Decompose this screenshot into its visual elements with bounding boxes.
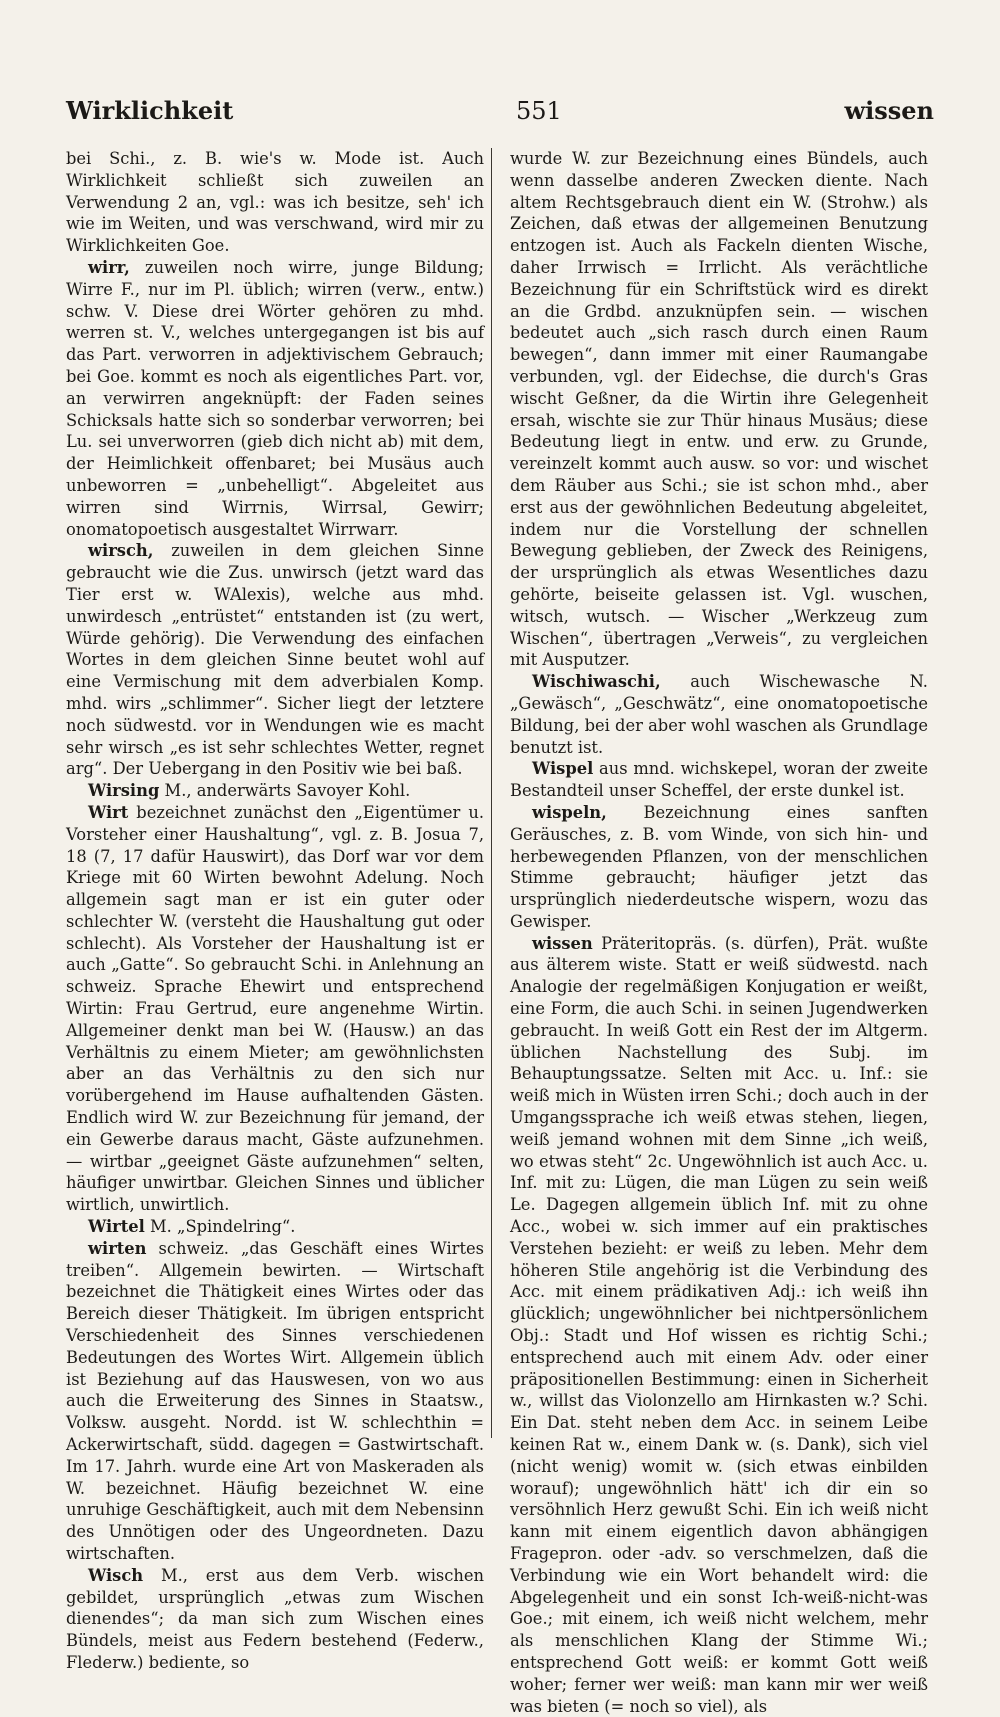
entry-text: bei Schi., z. B. wie's w. Mode ist. Auch Wirklichkeit schließt sich zuweilen an Verwendung 2 an, vgl.: was ich besitze, seh' ich wie im Weiten, und was verschwand, wird mir zu Wirklichkeiten Goe. xyxy=(66,149,484,256)
left-column xyxy=(66,148,484,1674)
entry-headword: Wirtel xyxy=(88,1217,145,1237)
running-head-right-catchword: wissen xyxy=(844,96,934,125)
right-column xyxy=(510,148,928,1717)
entry-paragraph xyxy=(510,671,928,758)
entry-text: zuweilen noch wirre, junge Bildung; Wirre F., nur im Pl. üblich; wirren (verw., entw.) schw. V. Diese drei Wörter gehören zu mhd. werren st. V., welches untergegangen ist bis auf das Part. verworren in adjektivischem Gebrauch; bei Goe. kommt es noch als eigentliches Part. vor, an verwirren angeknüpft: der Faden seines Schicksals hatte sich so sonderbar verworren; bei Lu. sei unverworren (gieb dich nicht ab) mit dem, der Heimlichkeit offenbaret; bei Musäus auch unbeworren = „unbehelligt“. Abgeleitet aus wirren sind Wirrnis, Wirrsal, Gewirr; onomatopoetisch ausgestaltet Wirrwarr. xyxy=(66,257,484,539)
entry-text: M., anderwärts Savoyer Kohl. xyxy=(159,781,411,801)
running-head xyxy=(66,96,934,130)
entry-text: Bezeichnung eines sanften Geräusches, z. B. vom Winde, von sich hin- und herbewegenden Pflanzen, von der menschlichen Stimme gebraucht; häufiger jetzt das ursprünglich niederdeutsche wispern, wozu das Gewisper. xyxy=(510,802,928,931)
entry-headword: wirsch, xyxy=(88,541,154,561)
entry-paragraph xyxy=(510,802,928,933)
entry-headword: Wisch xyxy=(88,1565,144,1585)
entry-paragraph xyxy=(66,1216,484,1238)
entry-text: wurde W. zur Bezeichnung eines Bündels, auch wenn dasselbe anderen Zwecken diente. Nach altem Rechtsgebrauch dient ein W. (Strohw.) als Zeichen, daß etwas der allgemeinen Benutzung entzogen ist. Auch als Fackeln dienten Wische, daher Irrwisch = Irrlicht. Als verächtliche Bezeichnung für ein Schriftstück wird es direkt an die Grdbd. anzuknüpfen sein. — wischen bedeutet auch „sich rasch durch einen Raum bewegen“, dann immer mit einer Raumangabe verbunden, vgl. der Eidechse, die durch's Gras wischt Geßner, da die Wirtin ihre Gelegenheit ersah, wischte sie zur Thür hinaus Musäus; diese Bedeutung liegt in entw. und erw. zu Grunde, vereinzelt kommt auch ausw. so vor: und wischet dem Räuber aus Schi.; sie ist schon mhd., aber erst aus der gewöhnlichen Bedeutung abgeleitet, indem nur die Vorstellung der schnellen Bewegung geblieben, der Zweck des Reinigens, der ursprünglich als etwas Wesentliches dazu gehörte, beiseite gelassen ist. Vgl. wuschen, witsch, wutsch. — Wischer „Werkzeug zum Wischen“, übertragen „Verweis“, zu vergleichen mit Ausputzer. xyxy=(510,149,928,670)
column-divider xyxy=(491,148,492,1438)
entry-paragraph xyxy=(510,933,928,1717)
entry-text: aus mnd. wichskepel, woran der zweite Bestandteil unser Scheffel, der erste dunkel ist. xyxy=(510,759,928,801)
entry-headword: Wischiwaschi, xyxy=(532,672,661,692)
running-head-left-catchword: Wirklichkeit xyxy=(66,96,234,125)
entry-text: zuweilen in dem gleichen Sinne gebraucht wie die Zus. unwirsch (jetzt ward das Tier erst w. WAlexis), welche aus mhd. unwirdesch „entrüstet“ entstanden ist (zu wert, Würde gehörig). Die Verwendung des einfachen Wortes in dem gleichen Sinne beutet wohl auf eine Vermischung mit dem adverbialen Komp. mhd. wirs „schlimmer“. Sicher liegt der letztere noch südwestd. vor in Wendungen wie es macht sehr wirsch „es ist sehr schlechtes Wetter, regnet arg“. Der Uebergang in den Positiv wie bei baß. xyxy=(66,541,484,779)
entry-paragraph xyxy=(510,758,928,802)
entry-paragraph xyxy=(66,1565,484,1674)
page-number: 551 xyxy=(515,97,562,125)
entry-headword: Wispel xyxy=(532,759,594,779)
entry-text: M., erst aus dem Verb. wischen gebildet, ursprünglich „etwas zum Wischen dienendes“; da man sich zum Wischen eines Bündels, meist aus Federn bestehend (Federw., Flederw.) bediente, so xyxy=(66,1565,484,1672)
entry-text: schweiz. „das Geschäft eines Wirtes treiben“. Allgemein bewirten. — Wirtschaft bezeichnet die Thätigkeit eines Wirtes oder das Bereich dieser Thätigkeit. Im übrigen entspricht Verschiedenheit des Sinnes verschiedenen Bedeutungen des Wortes Wirt. Allgemein üblich ist Beziehung auf das Hauswesen, von wo aus auch die Erweiterung des Sinnes in Staatsw., Volksw. ausgeht. Nordd. ist W. schlechthin = Ackerwirtschaft, südd. dagegen = Gastwirtschaft. Im 17. Jahrh. wurde eine Art von Maskeraden als W. bezeichnet. Häufig bezeichnet W. eine unruhige Geschäftigkeit, auch mit dem Nebensinn des Unnötigen oder des Ungeordneten. Dazu wirtschaften. xyxy=(66,1238,484,1563)
entry-paragraph xyxy=(510,148,928,671)
entry-paragraph xyxy=(66,540,484,780)
entry-paragraph xyxy=(66,1238,484,1565)
entry-headword: wirr, xyxy=(88,257,130,277)
entry-headword: Wirsing xyxy=(88,781,160,801)
entry-paragraph xyxy=(66,257,484,540)
entry-text: bezeichnet zunächst den „Eigentümer u. Vorsteher einer Haushaltung“, vgl. z. B. Josua 7, 18 (7, 17 dafür Hauswirt), das Dorf war vor dem Kriege mit 60 Wirten bewohnt Adelung. Noch allgemein sagt man er ist ein guter oder schlechter W. (versteht die Haushaltung gut oder schlecht). Als Vorsteher der Haushaltung ist er auch „Gatte“. So gebraucht Schi. in Anlehnung an schweiz. Sprache Ehewirt und entsprechend Wirtin: Frau Gertrud, eure angenehme Wirtin. Allgemeiner denkt man bei W. (Hausw.) an das Verhältnis zu einem Mieter; am gewöhnlichsten aber an das Verhältnis zu den sich nur vorübergehend im Hause aufhaltenden Gästen. Endlich wird W. zur Bezeichnung für jemand, der ein Gewerbe daraus macht, Gäste aufzunehmen. — wirtbar „geeignet Gäste aufzunehmen“ selten, häufiger unwirtbar. Gleichen Sinnes und üblicher wirtlich, unwirtlich. xyxy=(66,802,484,1215)
entry-paragraph xyxy=(66,148,484,257)
entry-text: Präteritopräs. (s. dürfen), Prät. wußte aus älterem wiste. Statt er weiß südwestd. nach Analogie der regelmäßigen Konjugation er weißt, eine Form, die auch Schi. in seinen Jugendwerken gebraucht. In weiß Gott ein Rest der im Altgerm. üblichen Nachstellung des Subj. im Behauptungssatze. Selten mit Acc. u. Inf.: sie weiß mich in Wüsten irren Schi.; doch auch in der Umgangssprache ich weiß etwas stehen, liegen, weiß jemand wohnen mit dem Sinne „ich weiß, wo etwas steht“ 2c. Ungewöhnlich ist auch Acc. u. Inf. mit zu: Lügen, die man Lügen zu sein weiß Le. Dagegen allgemein üblich Inf. mit zu ohne Acc., wobei w. sich immer auf ein praktisches Verstehen bezieht: er weiß zu leben. Mehr dem höheren Stile angehörig ist die Verbindung des Acc. mit einem prädikativen Adj.: ich weiß ihn glücklich; ungewöhnlicher bei nichtpersönlichem Obj.: Stadt und Hof wissen es richtig Schi.; entsprechend auch mit einem Adv. oder einer präpositionellen Bestimmung: einen in Sicherheit w., willst das Violonzello am Hirnkasten w.? Schi. Ein Dat. steht neben dem Acc. in seinem Leibe keinen Rat w., einem Dank w. (s. Dank), sich viel (nicht wenig) womit w. (sich etwas einbilden worauf); ungewöhnlich hätt' ich dir ein so versöhnlich Herz gewußt Schi. Ein ich weiß nicht kann mit einem eigentlich davon abhängigen Fragepron. oder -adv. so verschmelzen, daß die Verbindung wie ein Wort behandelt wird: die Abgelegenheit und ein sonst Ich-weiß-nicht-was Goe.; mit einem, ich weiß nicht welchem, mehr als menschlichen Klang der Stimme Wi.; entsprechend Gott weiß: er kommt Gott weiß woher; ferner wer weiß: man kann mir wer weiß was bieten (= noch so viel), als xyxy=(510,933,928,1716)
entry-headword: wirten xyxy=(88,1238,147,1258)
entry-text: auch Wischewasche N. „Gewäsch“, „Geschwätz“, eine onomatopoetische Bildung, bei der aber wohl waschen als Grundlage benutzt ist. xyxy=(510,672,928,757)
entry-text: M. „Spindelring“. xyxy=(144,1217,296,1237)
entry-headword: wissen xyxy=(532,933,593,953)
entry-paragraph xyxy=(66,780,484,802)
entry-headword: Wirt xyxy=(88,802,129,822)
entry-paragraph xyxy=(66,802,484,1216)
entry-headword: wispeln, xyxy=(532,802,607,822)
